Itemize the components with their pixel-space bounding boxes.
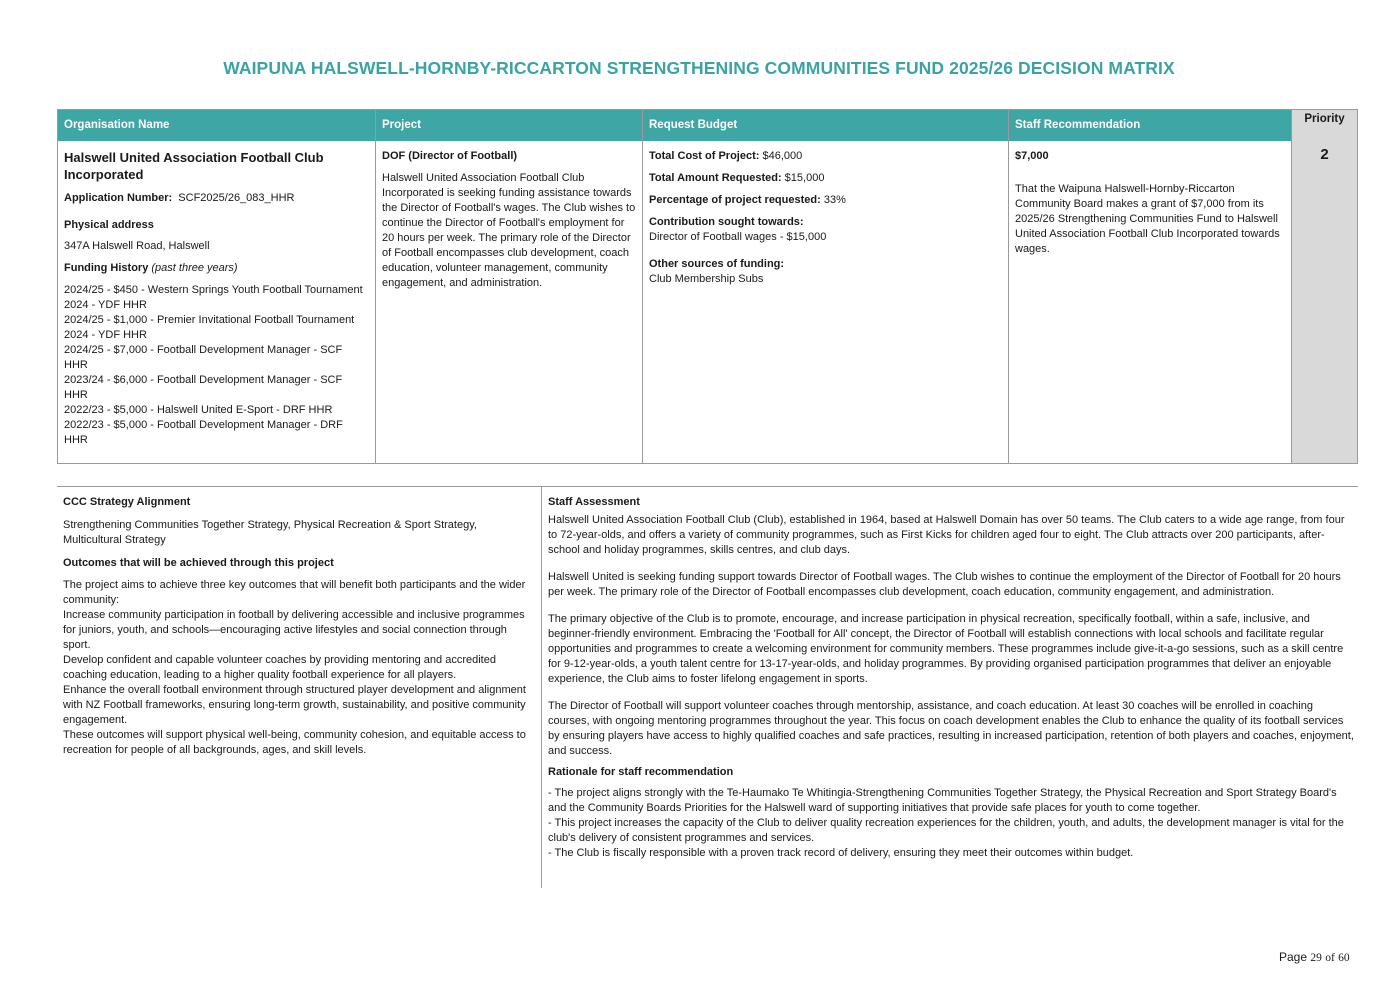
other-funding-value: Club Membership Subs — [649, 273, 764, 285]
contribution-value: Director of Football wages - $15,000 — [649, 231, 827, 243]
project-title: DOF (Director of Football) — [382, 150, 518, 162]
assessment-paragraph: Halswell United Association Football Club (Club), established in 1964, based at Halswell Domain has over 50 teams. The Club caters to a wide age range, from four to 72-year-olds, and offers a variety of community programmes, such as First Kicks for children aged four to eight. The Club attracts over 200 participants, after-school and holiday programmes, skills centres, and club days. — [548, 514, 1345, 556]
staff-assessment-section — [548, 495, 1354, 861]
organisation-name: Halswell United Association Football Club Incorporated — [64, 150, 324, 182]
physical-address-label: Physical address — [64, 219, 154, 231]
page-of-label: of — [1325, 952, 1335, 964]
strategy-alignment-section — [63, 495, 529, 758]
funding-history-heading — [64, 261, 369, 276]
request-budget-column — [643, 110, 1009, 463]
percentage-requested — [649, 193, 1002, 208]
funding-history-item: 2023/24 - $6,000 - Football Development Manager - SCF HHR — [64, 374, 343, 401]
assessment-heading: Staff Assessment — [548, 496, 640, 508]
outcome-item: These outcomes will support physical well-being, community cohesion, and equitable access to recreation for people of all backgrounds, ages, and skill levels. — [63, 729, 526, 756]
priority-column — [1292, 110, 1357, 463]
rationale-item: - The Club is fiscally responsible with a proven track record of delivery, ensuring they meet their outcomes within budget. — [548, 847, 1134, 859]
recommendation-text: That the Waipuna Halswell-Hornby-Riccarton Community Board makes a grant of $7,000 from its 2025/26 Strengthening Communities Fund to Halswell United Association Football Club Incorporated towards wages. — [1015, 183, 1280, 255]
application-number-label: Application Number: — [64, 192, 173, 204]
percentage-label: Percentage of project requested: — [649, 194, 821, 206]
page-total: 60 — [1338, 952, 1350, 964]
recommended-amount: $7,000 — [1015, 150, 1049, 162]
page-number — [1279, 950, 1350, 964]
outcomes-intro: The project aims to achieve three key outcomes that will benefit both participants and the wider community: — [63, 579, 526, 606]
column-divider — [541, 487, 542, 888]
total-requested — [649, 171, 1002, 186]
funding-history-list — [64, 283, 369, 448]
funding-history-item: 2024/25 - $1,000 - Premier Invitational Football Tournament 2024 - YDF HHR — [64, 314, 355, 341]
funding-history-note: (past three years) — [151, 262, 238, 274]
total-cost-label: Total Cost of Project: — [649, 150, 760, 162]
organisation-column — [58, 110, 376, 463]
decision-matrix-table — [57, 109, 1358, 464]
assessment-paragraph: Halswell United is seeking funding support towards Director of Football wages. The Club wishes to continue the employment of the Director of Football for 20 hours per week. The primary role of the Director of Football encompasses club development, coach education, community engagement, and administration. — [548, 571, 1341, 598]
header-project: Project — [376, 110, 642, 141]
section-divider — [57, 486, 1358, 487]
rationale-item: - This project increases the capacity of the Club to deliver quality recreation experiences for the children, youth, and adults, the development manager is vital for the club's delivery of consistent programmes and services. — [548, 817, 1344, 844]
header-priority: Priority — [1292, 110, 1357, 141]
rationale-item: - The project aligns strongly with the Te-Haumako Te Whitingia-Strengthening Communities Together Strategy, the Physical Recreation and Sport Strategy Board's and the Community Boards Priorities for the Halswell ward of supporting initiatives that provide safe places for youth to come together. — [548, 787, 1337, 814]
total-requested-label: Total Amount Requested: — [649, 172, 782, 184]
other-funding-label: Other sources of funding: — [649, 258, 785, 270]
physical-address-value: 347A Halswell Road, Halswell — [64, 240, 210, 252]
project-description: Halswell United Association Football Club Incorporated is seeking funding assistance towards the Director of Football's wages. The Club wishes to continue the Director of Football's employment for 20 hours per week. The primary role of the Director of Football encompasses club development, coach education, volunteer management, community engagement, and administration. — [382, 172, 636, 289]
assessment-paragraph: The primary objective of the Club is to promote, encourage, and increase participation in physical recreation, specifically football, within a safe, inclusive, and beginner-friendly environment. Embracing the 'Football for All' concept, the Director of Football will establish connections with local schools and facilitate regular opportunities and programmes to create a welcoming environment for community members. These programmes include give-it-a-go sessions, such as a skill centre for 9-12-year-olds, a youth talent centre for 13-17-year-olds, and holiday programmes. By providing organised participation programmes that deliver an enjoyable experience, the Club aims to foster lifelong engagement in sports. — [548, 613, 1344, 685]
application-number-value: SCF2025/26_083_HHR — [178, 192, 295, 204]
outcome-item: Enhance the overall football environment through structured player development and alignment with NZ Football frameworks, ensuring long-term growth, sustainability, and positive community engagement. — [63, 684, 526, 726]
funding-history-item: 2022/23 - $5,000 - Halswell United E-Sport - DRF HHR — [64, 404, 333, 416]
total-cost — [649, 149, 1002, 164]
contribution-label: Contribution sought towards: — [649, 216, 804, 228]
outcomes-heading: Outcomes that will be achieved through this project — [63, 557, 334, 569]
strategy-text: Strengthening Communities Together Strategy, Physical Recreation & Sport Strategy, Multicultural Strategy — [63, 519, 477, 546]
outcome-item: Increase community participation in football by delivering accessible and inclusive programmes for juniors, youth, and schools—encouraging active lifestyles and social connection through sport. — [63, 609, 525, 651]
document-title: WAIPUNA HALSWELL-HORNBY-RICCARTON STRENGTHENING COMMUNITIES FUND 2025/26 DECISION MATRIX — [223, 58, 1175, 78]
page-label: Page — [1279, 950, 1308, 964]
funding-history-item: 2024/25 - $450 - Western Springs Youth Football Tournament 2024 - YDF HHR — [64, 284, 363, 311]
outcome-item: Develop confident and capable volunteer coaches by providing mentoring and accredited coaching education, leading to a higher quality football experience for all players. — [63, 654, 496, 681]
funding-history-item: 2024/25 - $7,000 - Football Development Manager - SCF HHR — [64, 344, 343, 371]
project-column — [376, 110, 643, 463]
funding-history-label: Funding History — [64, 262, 149, 274]
rationale-heading: Rationale for staff recommendation — [548, 766, 734, 778]
header-organisation-name: Organisation Name — [58, 110, 375, 141]
page-current: 29 — [1310, 952, 1322, 964]
application-number — [64, 191, 369, 206]
staff-recommendation-column — [1009, 110, 1292, 463]
total-cost-value: $46,000 — [762, 150, 803, 162]
header-request-budget: Request Budget — [643, 110, 1008, 141]
percentage-value: 33% — [823, 194, 846, 206]
assessment-paragraph: The Director of Football will support volunteer coaches through mentorship, assistance, and coach education. At least 30 coaches will be enrolled in coaching courses, with ongoing mentoring programmes throughout the year. This focus on coach development enables the Club to enhance the quality of its football services by ensuring players have access to highly qualified coaches and safe practices, resulting in increased participation, retention of both players and coaches, enjoyment, and success. — [548, 700, 1354, 757]
strategy-heading: CCC Strategy Alignment — [63, 496, 191, 508]
header-staff-recommendation: Staff Recommendation — [1009, 110, 1291, 141]
total-requested-value: $15,000 — [784, 172, 825, 184]
priority-value: 2 — [1320, 146, 1329, 163]
funding-history-item: 2022/23 - $5,000 - Football Development Manager - DRF HHR — [64, 419, 343, 446]
